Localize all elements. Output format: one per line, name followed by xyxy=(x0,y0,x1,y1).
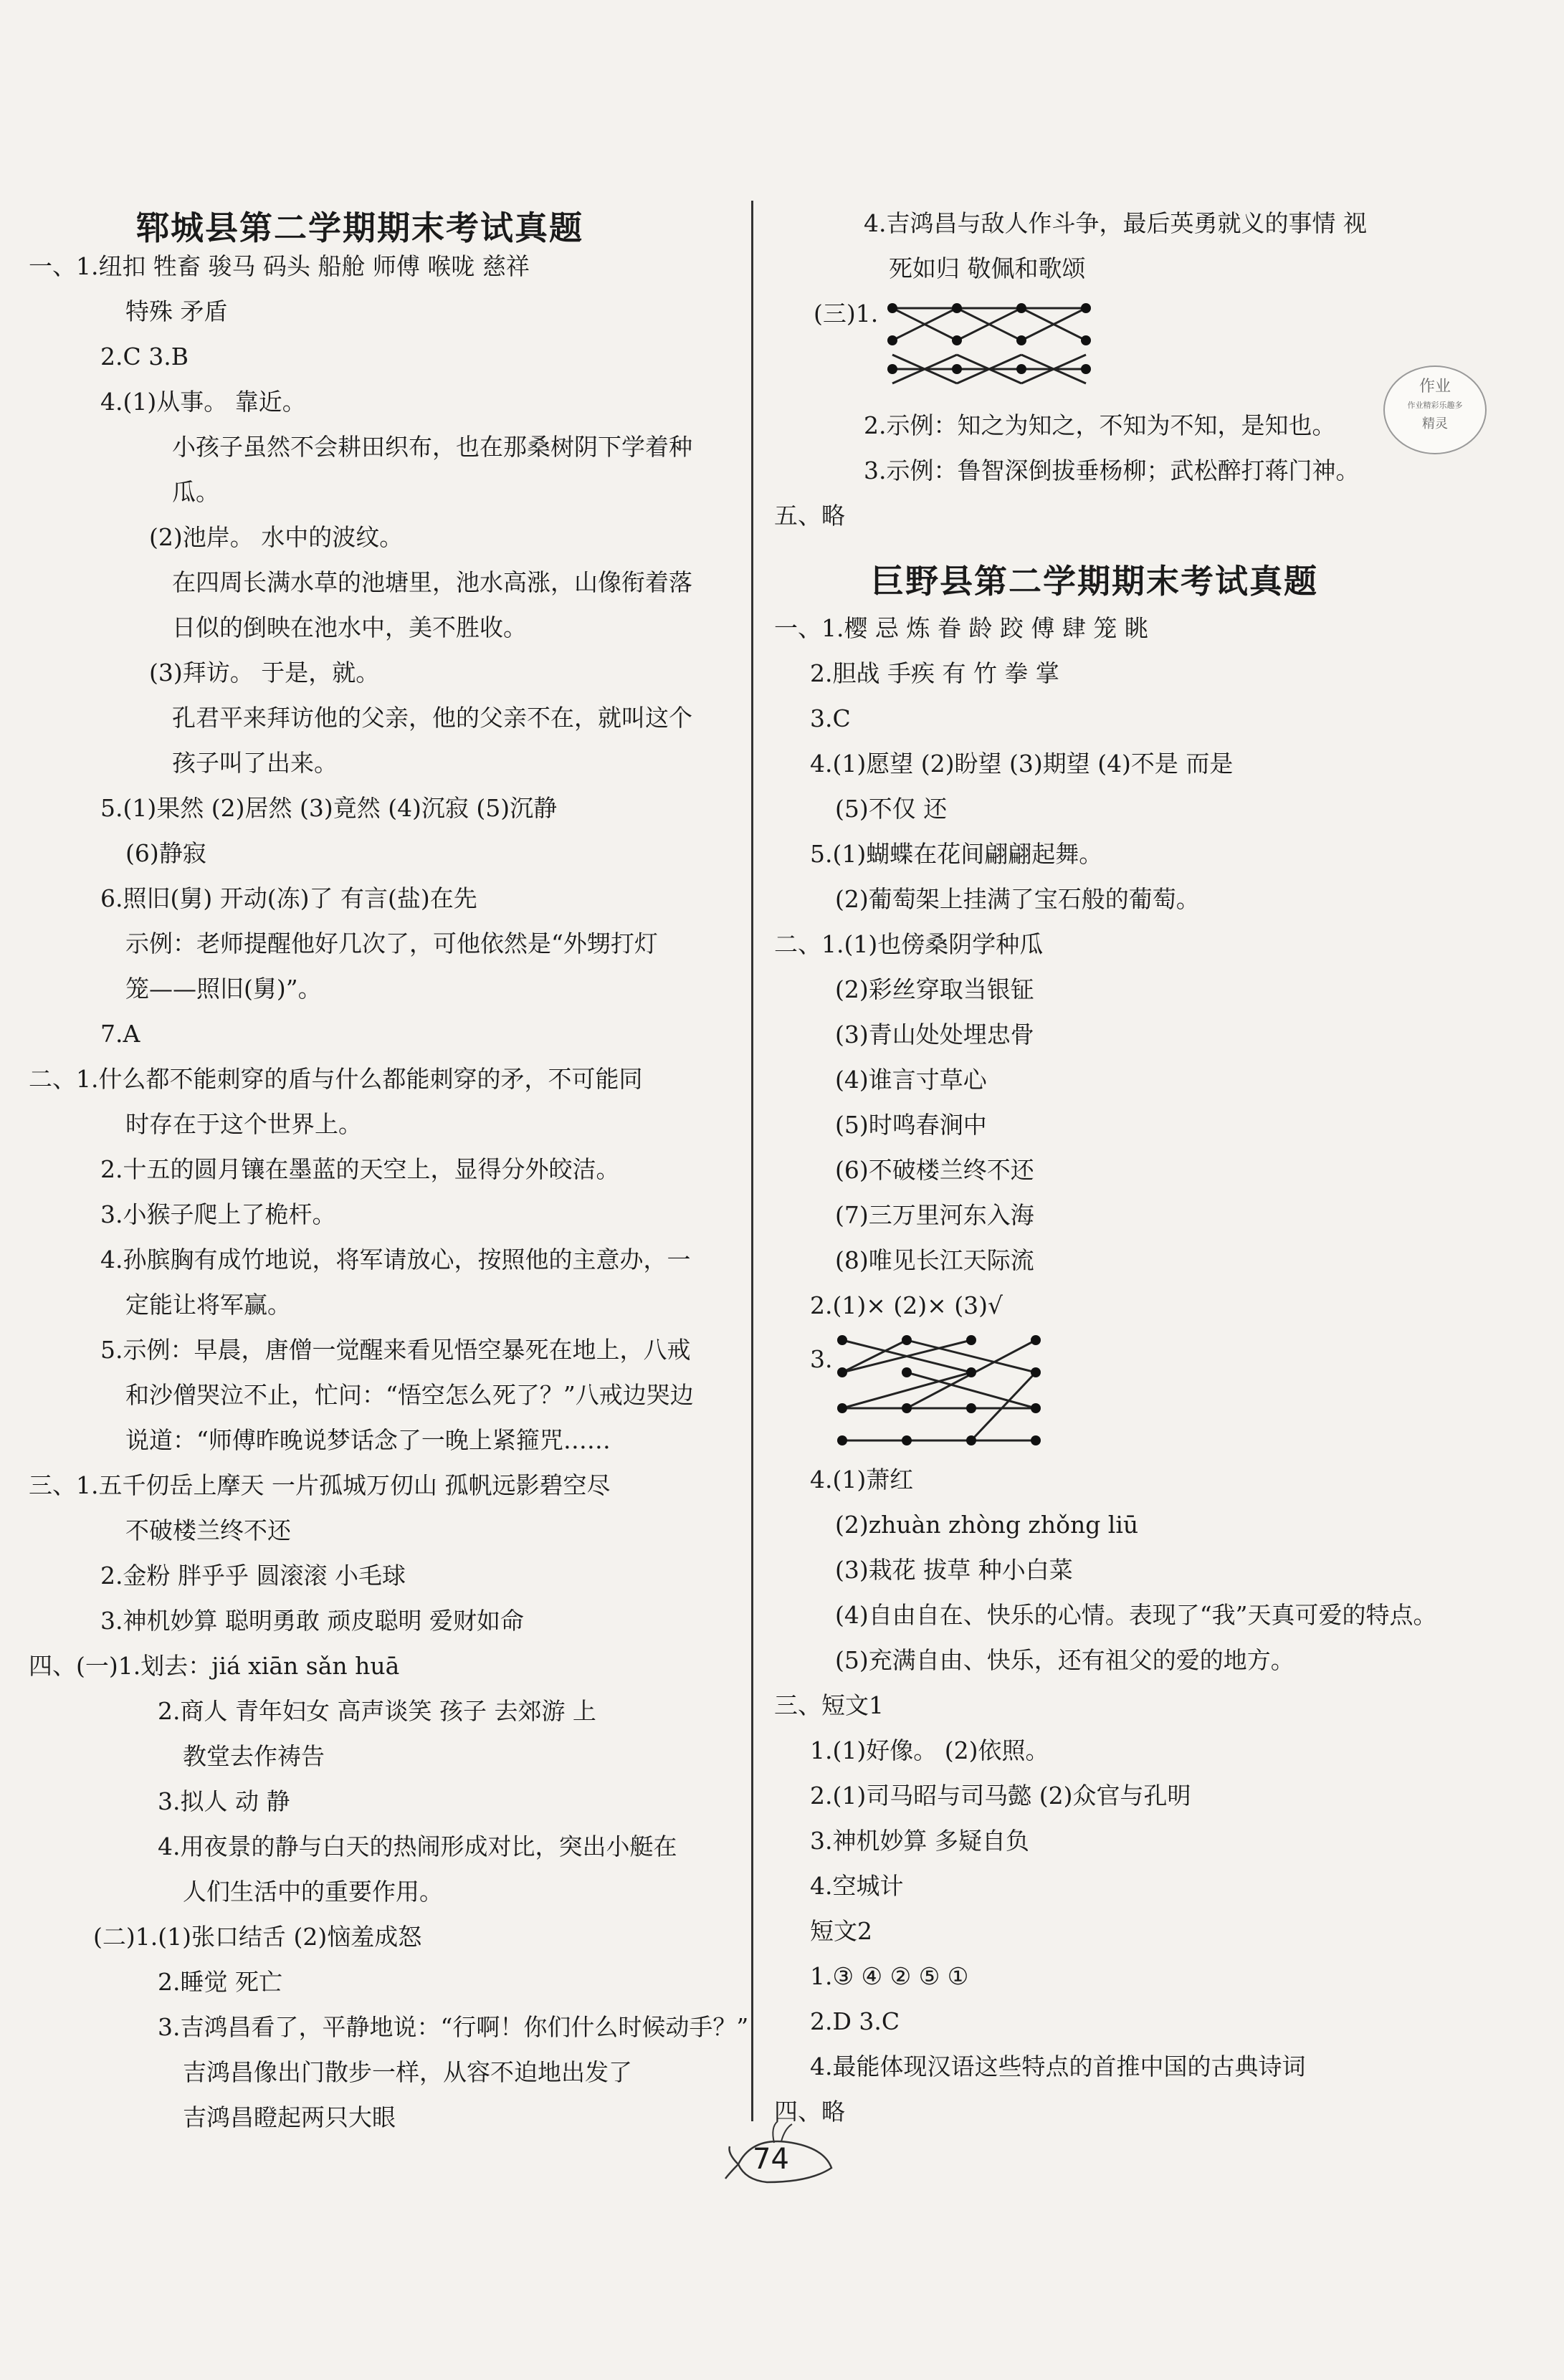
answer-line: 5.(1)蝴蝶在花间翩翩起舞。 xyxy=(810,840,1103,868)
answer-line: 6.照旧(舅) 开动(冻)了 有言(盐)在先 xyxy=(100,884,477,912)
answer-line: (6)静寂 xyxy=(125,839,206,867)
answer-line: (4)谁言寸草心 xyxy=(835,1066,987,1094)
match-line xyxy=(907,1372,1036,1408)
match-dot xyxy=(887,335,897,345)
answer-line: 特殊 矛盾 xyxy=(125,297,228,325)
answer-line: 一、1.樱 忌 炼 眷 龄 跤 傅 肆 笼 眺 xyxy=(774,614,1148,642)
answer-line: 2.C 3.B xyxy=(100,343,189,371)
answer-line: (7)三万里河东入海 xyxy=(835,1201,1034,1229)
answer-line: 笼——照旧(舅)”。 xyxy=(125,975,322,1003)
match-dot xyxy=(1081,303,1091,313)
answer-line: 示例：老师提醒他好几次了，可他依然是“外甥打灯 xyxy=(125,929,658,957)
publisher-stamp xyxy=(1383,365,1487,454)
answer-line: 2.商人 青年妇女 高声谈笑 孩子 去郊游 上 xyxy=(158,1697,596,1725)
answer-line: 4.吉鸿昌与敌人作斗争，最后英勇就义的事情 视 xyxy=(864,209,1367,237)
answer-line: 2.十五的圆月镶在墨蓝的天空上，显得分外皎洁。 xyxy=(100,1155,620,1183)
answer-line: 死如归 敬佩和歌颂 xyxy=(889,254,1086,282)
answer-line: 瓜。 xyxy=(172,478,219,506)
match-dot xyxy=(902,1335,912,1345)
match-dot xyxy=(966,1435,976,1445)
answer-line: 三、1.五千仞岳上摩天 一片孤城万仞山 孤帆远影碧空尽 xyxy=(29,1471,611,1499)
answer-line: (4)自由自在、快乐的心情。表现了“我”天真可爱的特点。 xyxy=(835,1601,1437,1629)
match-dot xyxy=(837,1403,847,1413)
answer-line: 四、略 xyxy=(774,2098,845,2126)
answer-line: 时存在于这个世界上。 xyxy=(125,1110,362,1138)
match-dot xyxy=(1031,1335,1041,1345)
answer-line: 教堂去作祷告 xyxy=(183,1742,325,1770)
answer-line: 定能让将军赢。 xyxy=(125,1291,291,1319)
match-dot xyxy=(952,303,962,313)
answer-line: 不破楼兰终不还 xyxy=(125,1516,291,1544)
match-dot xyxy=(902,1403,912,1413)
match-dot xyxy=(902,1435,912,1445)
answer-line: 4.(1)愿望 (2)盼望 (3)期望 (4)不是 而是 xyxy=(810,750,1234,778)
page-number: 74 xyxy=(753,2143,789,2176)
answer-line: 5.(1)果然 (2)居然 (3)竟然 (4)沉寂 (5)沉静 xyxy=(100,794,558,822)
match-dot xyxy=(966,1335,976,1345)
match-dot xyxy=(966,1403,976,1413)
answer-line: (3)拜访。 于是，就。 xyxy=(149,659,380,687)
answer-line: 3.C xyxy=(810,704,851,732)
match-dot xyxy=(952,335,962,345)
answer-line: 3.吉鸿昌看了，平静地说：“行啊！你们什么时候动手？” xyxy=(158,2013,749,2041)
answer-line: (8)唯见长江天际流 xyxy=(835,1246,1034,1274)
answer-line: 2.金粉 胖乎乎 圆滚滚 小毛球 xyxy=(100,1562,406,1590)
match-dot xyxy=(1016,335,1026,345)
answer-line: 3.小猴子爬上了桅杆。 xyxy=(100,1200,336,1228)
matching-diagram-1 xyxy=(885,297,1093,391)
match-dot xyxy=(837,1435,847,1445)
answer-line: 孔君平来拜访他的父亲，他的父亲不在，就叫这个 xyxy=(172,704,692,732)
answer-line: 1.③ ④ ② ⑤ ① xyxy=(810,1962,969,1990)
answer-line: 短文2 xyxy=(810,1917,872,1945)
answer-line: (2)池岸。 水中的波纹。 xyxy=(149,523,404,551)
answer-line: 二、1.(1)也傍桑阴学种瓜 xyxy=(774,930,1044,958)
answer-line: 3.示例：鲁智深倒拔垂杨柳；武松醉打蒋门神。 xyxy=(864,457,1360,484)
answer-line: 吉鸿昌像出门散步一样，从容不迫地出发了 xyxy=(183,2058,632,2086)
answer-line: (6)不破楼兰终不还 xyxy=(835,1156,1034,1184)
answer-line: 7.A xyxy=(100,1020,140,1048)
match-line xyxy=(842,1372,971,1408)
answer-line: 4.孙膑胸有成竹地说，将军请放心，按照他的主意办，一 xyxy=(100,1246,691,1273)
match-dot xyxy=(902,1367,912,1377)
left-section-title: 郓城县第二学期期末考试真题 xyxy=(136,209,583,247)
answer-line: 3.拟人 动 静 xyxy=(158,1787,290,1815)
answer-line: 五、略 xyxy=(774,502,845,530)
answer-line: (三)1. xyxy=(814,300,879,328)
match-dot xyxy=(1081,364,1091,374)
column-divider xyxy=(751,201,753,2121)
match-dot xyxy=(1031,1435,1041,1445)
match-dot xyxy=(837,1335,847,1345)
answer-line: 4.用夜景的静与白天的热闹形成对比，突出小艇在 xyxy=(158,1832,677,1860)
answer-line: 4.(1)从事。 靠近。 xyxy=(100,388,306,416)
answer-line: (2)zhuàn zhòng zhǒng liū xyxy=(835,1511,1139,1539)
answer-line: (3)青山处处埋忠骨 xyxy=(835,1021,1034,1048)
answer-line: 孩子叫了出来。 xyxy=(172,749,338,777)
answer-line: (2)彩丝穿取当银钲 xyxy=(835,975,1034,1003)
answer-line: (5)充满自由、快乐，还有祖父的爱的地方。 xyxy=(835,1646,1294,1674)
answer-line: 2.示例：知之为知之，不知为不知，是知也。 xyxy=(864,411,1336,439)
answer-line: 小孩子虽然不会耕田织布，也在那桑树阴下学着种 xyxy=(172,433,692,461)
answer-line: 5.示例：早晨，唐僧一觉醒来看见悟空暴死在地上，八戒 xyxy=(100,1336,691,1364)
answer-line: 3.神机妙算 多疑自负 xyxy=(810,1827,1029,1855)
answer-line: 2.(1)× (2)× (3)√ xyxy=(810,1291,1003,1319)
match-dot xyxy=(966,1367,976,1377)
answer-line: 吉鸿昌瞪起两只大眼 xyxy=(183,2103,396,2131)
page-number-badge xyxy=(724,2114,839,2193)
answer-line: 在四周长满水草的池塘里，池水高涨，山像衔着落 xyxy=(172,568,692,596)
answer-line: 人们生活中的重要作用。 xyxy=(183,1878,443,1906)
answer-line: 说道：“师傅昨晚说梦话念了一晚上紧箍咒…… xyxy=(125,1426,611,1454)
answer-line: 4.(1)萧红 xyxy=(810,1466,914,1494)
match-dot xyxy=(1031,1367,1041,1377)
match-dot xyxy=(1031,1403,1041,1413)
match-dot xyxy=(887,364,897,374)
answer-line: (3)栽花 拔草 种小白菜 xyxy=(835,1556,1073,1584)
answer-line: 2.(1)司马昭与司马懿 (2)众官与孔明 xyxy=(810,1782,1191,1810)
right-section-title: 巨野县第二学期期末考试真题 xyxy=(871,562,1318,601)
answer-line: 日似的倒映在池水中，美不胜收。 xyxy=(172,613,527,641)
answer-line: 3.神机妙算 聪明勇敢 顽皮聪明 爱财如命 xyxy=(100,1607,524,1635)
answer-line: 3. xyxy=(810,1345,833,1373)
answer-line: (2)葡萄架上挂满了宝石般的葡萄。 xyxy=(835,885,1200,913)
answer-line: 1.(1)好像。 (2)依照。 xyxy=(810,1736,1049,1764)
answer-line: 2.D 3.C xyxy=(810,2007,900,2035)
answer-line: 一、1.纽扣 牲畜 骏马 码头 船舱 师傅 喉咙 慈祥 xyxy=(29,252,530,280)
answer-line: (5)时鸣春涧中 xyxy=(835,1111,987,1139)
match-dot xyxy=(887,303,897,313)
answer-line: 4.最能体现汉语这些特点的首推中国的古典诗词 xyxy=(810,2052,1306,2080)
match-dot xyxy=(1016,303,1026,313)
answer-line: 4.空城计 xyxy=(810,1872,904,1900)
match-dot xyxy=(952,364,962,374)
match-line xyxy=(842,1340,907,1372)
stamp-line: 作业 xyxy=(1418,378,1451,396)
answer-line: (二)1.(1)张口结舌 (2)恼羞成怒 xyxy=(93,1923,422,1951)
answer-line: 2.睡觉 死亡 xyxy=(158,1968,282,1996)
stamp-line: 作业精彩乐趣多 xyxy=(1407,401,1463,410)
answer-line: 和沙僧哭泣不止，忙问：“悟空怎么死了？”八戒边哭边 xyxy=(125,1381,694,1409)
answer-line: 2.胆战 手疾 有 竹 拳 掌 xyxy=(810,659,1059,687)
match-dot xyxy=(1081,335,1091,345)
matching-diagram-2 xyxy=(835,1329,1043,1451)
answer-line: (5)不仅 还 xyxy=(835,795,948,823)
match-dot xyxy=(837,1367,847,1377)
stamp-line: 精灵 xyxy=(1422,416,1448,431)
answer-line: 三、短文1 xyxy=(774,1691,884,1719)
answer-line: 二、1.什么都不能刺穿的盾与什么都能刺穿的矛，不可能同 xyxy=(29,1065,643,1093)
answer-line: 四、(一)1.划去：jiá xiān sǎn huā xyxy=(29,1652,400,1680)
match-dot xyxy=(1016,364,1026,374)
